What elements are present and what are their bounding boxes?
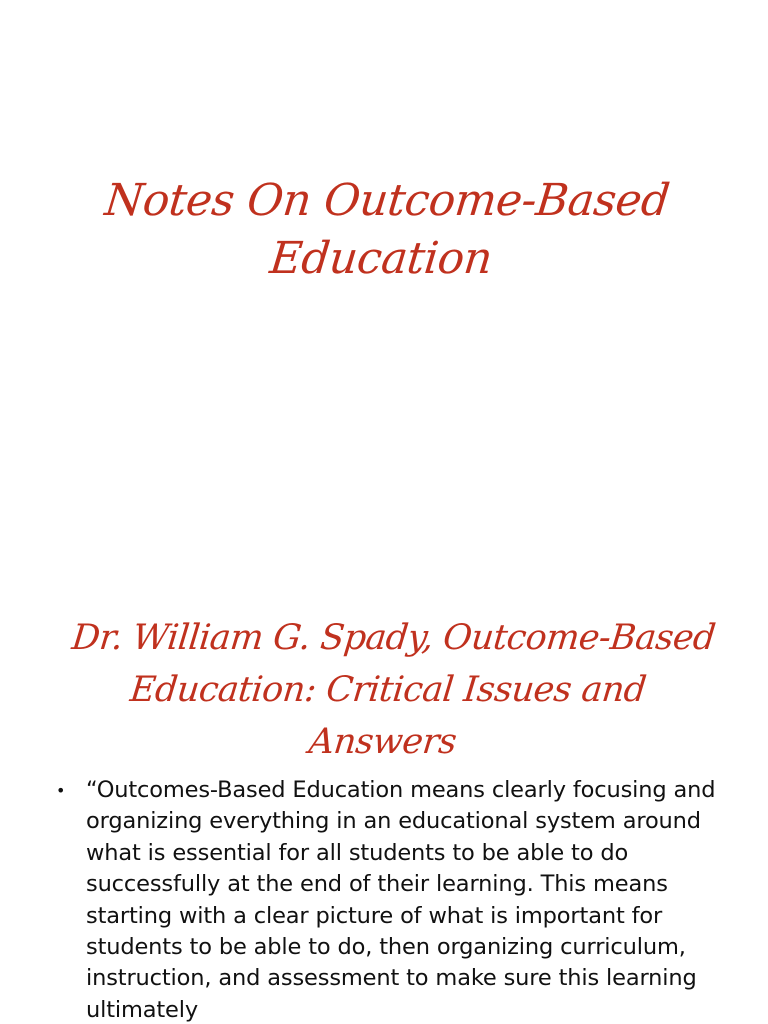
slide-heading: Dr. William G. Spady, Outcome-Based Education: Critical Issues and Answers <box>69 618 718 762</box>
bullet-list <box>56 775 716 1024</box>
bullet-item <box>56 775 716 1024</box>
slide-title: Notes On Outcome-Based Education <box>102 175 672 284</box>
bullet-icon: • <box>56 781 66 800</box>
bullet-text: “Outcomes-Based Education means clearly focusing and organizing everything in an educational system around what is essential for all students to be able to do successfully at the end of their learning. This means starting with a clear picture of what is important for students to be able to do, then organizing curriculum, instruction, and assessment to make sure this learning ultimately <box>86 777 716 1023</box>
